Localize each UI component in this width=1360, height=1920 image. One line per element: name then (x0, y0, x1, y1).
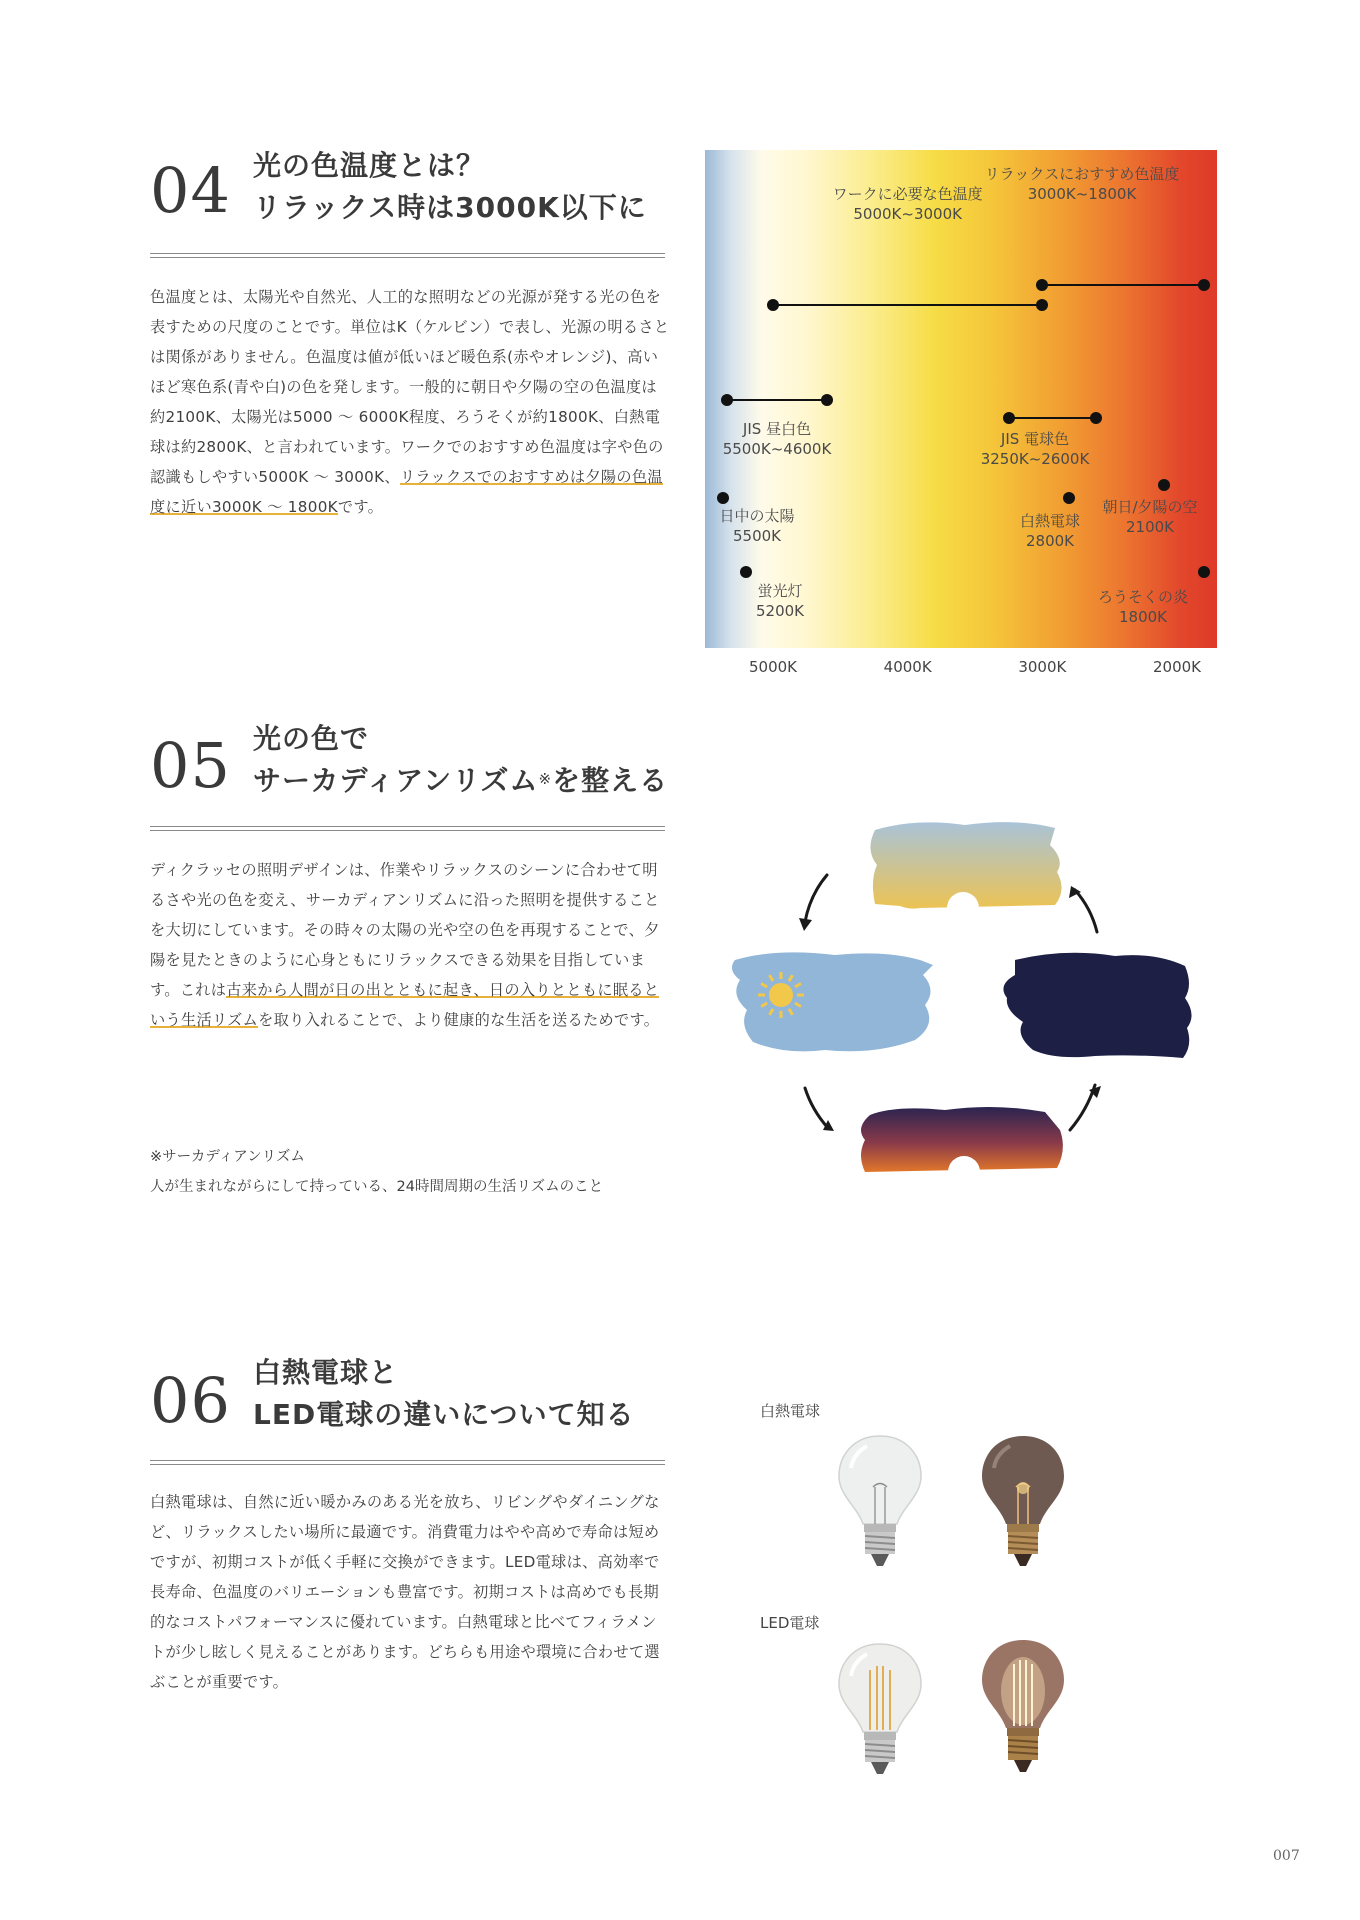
section-05-title (253, 718, 668, 802)
range-start-dot-1 (767, 299, 779, 311)
circadian-note-text: 人が生まれながらにして持っている、24時間周期の生活リズムのこと (150, 1179, 604, 1195)
section-05-text-b: を取り入れることで、より健康的な生活を送るためです。 (258, 1011, 660, 1029)
point-label-3-line-2: 2800K (1025, 532, 1075, 550)
range-end-dot-1 (1036, 299, 1048, 311)
range-label-4-line-1: JIS 電球色 (1000, 430, 1070, 448)
section-05-title-mark: ※ (538, 770, 553, 788)
point-label-3-line-1: 白熱電球 (1019, 512, 1081, 530)
range-end-dot-2 (1198, 279, 1210, 291)
range-start-dot-2 (1036, 279, 1048, 291)
section-05-text-a: ディクラッセの照明デザインは、作業やリラックスのシーンに合わせて明るさや光の色を変え、サーカディアンリズムに沿った照明を提供することを大切にしています。その時々の太陽の光や空の色を再現することで、夕陽を見たときのように心身ともにリラックスできる効果を目指しています。これは (150, 861, 660, 999)
point-label-5-line-2: 1800K (1118, 608, 1168, 626)
x-tick-4: 2000K (1152, 658, 1202, 676)
range-label-2-line-1: リラックスにおすすめ色温度 (984, 165, 1180, 183)
sun-icon (769, 983, 793, 1007)
range-label-3-line-2: 5500K~4600K (722, 440, 832, 458)
section-05-title-main: サーカディアンリズム (253, 764, 539, 797)
section-04-highlight: リラックスでのおすすめは夕陽の色温度に近い3000K ～ 1800K (150, 468, 663, 516)
range-bar-3 (727, 399, 827, 401)
section-number-05: 05 (150, 729, 231, 802)
range-label-4-line-2: 3250K~2600K (980, 450, 1090, 468)
x-tick-3: 3000K (1018, 658, 1067, 676)
range-label-3-line-1: JIS 昼白色 (742, 420, 812, 438)
range-label-1-line-1: ワークに必要な色温度 (832, 185, 983, 203)
point-label-4-line-2: 2100K (1125, 518, 1175, 536)
led-label: LED電球 (760, 1614, 820, 1632)
arrow-top-left (805, 875, 827, 922)
section-05-title-line-2 (253, 760, 668, 802)
led-smoked-filament-bulb (978, 1636, 1068, 1780)
range-end-dot-4 (1090, 412, 1102, 424)
range-start-dot-4 (1003, 412, 1015, 424)
section-number-04: 04 (150, 154, 231, 227)
section-06-paragraph: 白熱電球は、自然に近い暖かみのある光を放ち、リビングやダイニングなど、リラックスしたい場所に最適です。消費電力はやや高めで寿命は短めですが、初期コストが低く手軽に交換ができます。LED電球は、高効率で長寿命、色温度のバリエーションも豊富です。初期コストは高めでも長期的なコストパフォーマンスに優れています。白熱電球と比べてフィラメントが少し眩しく見えることがあります。どちらも用途や環境に合わせて選ぶことが重要です。 (150, 1493, 660, 1691)
section-04-rule (150, 253, 665, 258)
point-label-1-line-1: 日中の太陽 (719, 507, 795, 525)
point-label-5-line-1: ろうそくの炎 (1097, 588, 1189, 606)
arrow-top-right (1075, 890, 1097, 932)
point-dot-3 (1063, 492, 1075, 504)
dusk-sky-panel (861, 1107, 1063, 1172)
circadian-cycle-illustration (715, 810, 1215, 1195)
section-04-paragraph (150, 282, 670, 522)
color-temperature-chart (705, 150, 1217, 648)
section-04-title (253, 145, 647, 229)
daytime-sky-panel (732, 952, 933, 1051)
incandescent-smoked-bulb (978, 1432, 1068, 1572)
section-06-title-line-2: LED電球の違いについて知る (253, 1398, 635, 1431)
range-label-2-line-2: 3000K~1800K (1027, 185, 1137, 203)
section-05-highlight: 古来から人間が日の出とともに起き、日の入りとともに眠るという生活リズム (150, 981, 660, 1029)
point-dot-2 (740, 566, 752, 578)
range-start-dot-3 (721, 394, 733, 406)
x-tick-2: 4000K (883, 658, 932, 676)
arrow-bottom-left (805, 1088, 828, 1128)
section-04-text-a: 色温度とは、太陽光や自然光、人工的な照明などの光源が発する光の色を表すための尺度のことです。単位はK（ケルビン）で表し、光源の明るさとは関係がありません。色温度は値が低いほど暖色系(赤やオレンジ)、高いほど寒色系(青や白)の色を発します。一般的に朝日や夕陽の空の色温度は約2100K、太陽光は5000 ～ 6000K程度、ろうそくが約1800K、白熱電球は約2800K、と言われています。ワークでのおすすめ色温度は字や色の認識もしやすい5000K ～ 3000K、 (150, 288, 670, 486)
section-04-text-b: です。 (337, 498, 384, 516)
x-tick-1: 5000K (748, 658, 798, 676)
section-05-rule (150, 826, 665, 831)
night-sky-panel (1003, 953, 1191, 1058)
page-number: 007 (1273, 1848, 1300, 1864)
point-dot-4 (1158, 479, 1170, 491)
dawn-sky-panel (870, 822, 1061, 909)
section-05-title-line-1: 光の色で (253, 722, 370, 755)
point-label-2-line-2: 5200K (755, 602, 805, 620)
range-bar-2 (1042, 284, 1204, 286)
section-04-title-line-2: リラックス時は3000K以下に (253, 191, 647, 224)
incandescent-clear-bulb (835, 1432, 925, 1572)
section-05-paragraph (150, 855, 670, 1035)
section-06-title-line-1: 白熱電球と (253, 1356, 399, 1389)
incandescent-label: 白熱電球 (760, 1402, 821, 1420)
point-label-1-line-2: 5500K (732, 527, 782, 545)
led-clear-filament-bulb (835, 1640, 925, 1780)
section-06-rule (150, 1460, 665, 1465)
range-bar-1 (773, 304, 1042, 306)
circadian-note (150, 1142, 603, 1202)
range-end-dot-3 (821, 394, 833, 406)
range-bar-4 (1009, 417, 1097, 419)
point-dot-1 (717, 492, 729, 504)
section-05-title-tail: を整える (552, 764, 669, 797)
point-label-2-line-1: 蛍光灯 (757, 582, 803, 600)
point-dot-5 (1198, 566, 1210, 578)
section-number-06: 06 (150, 1364, 231, 1437)
range-label-1-line-2: 5000K~3000K (853, 205, 962, 223)
point-label-4-line-1: 朝日/夕陽の空 (1102, 498, 1198, 516)
section-04-title-line-1: 光の色温度とは？ (253, 149, 486, 182)
section-06-title (253, 1352, 635, 1436)
circadian-note-title: ※サーカディアンリズム (150, 1149, 305, 1165)
